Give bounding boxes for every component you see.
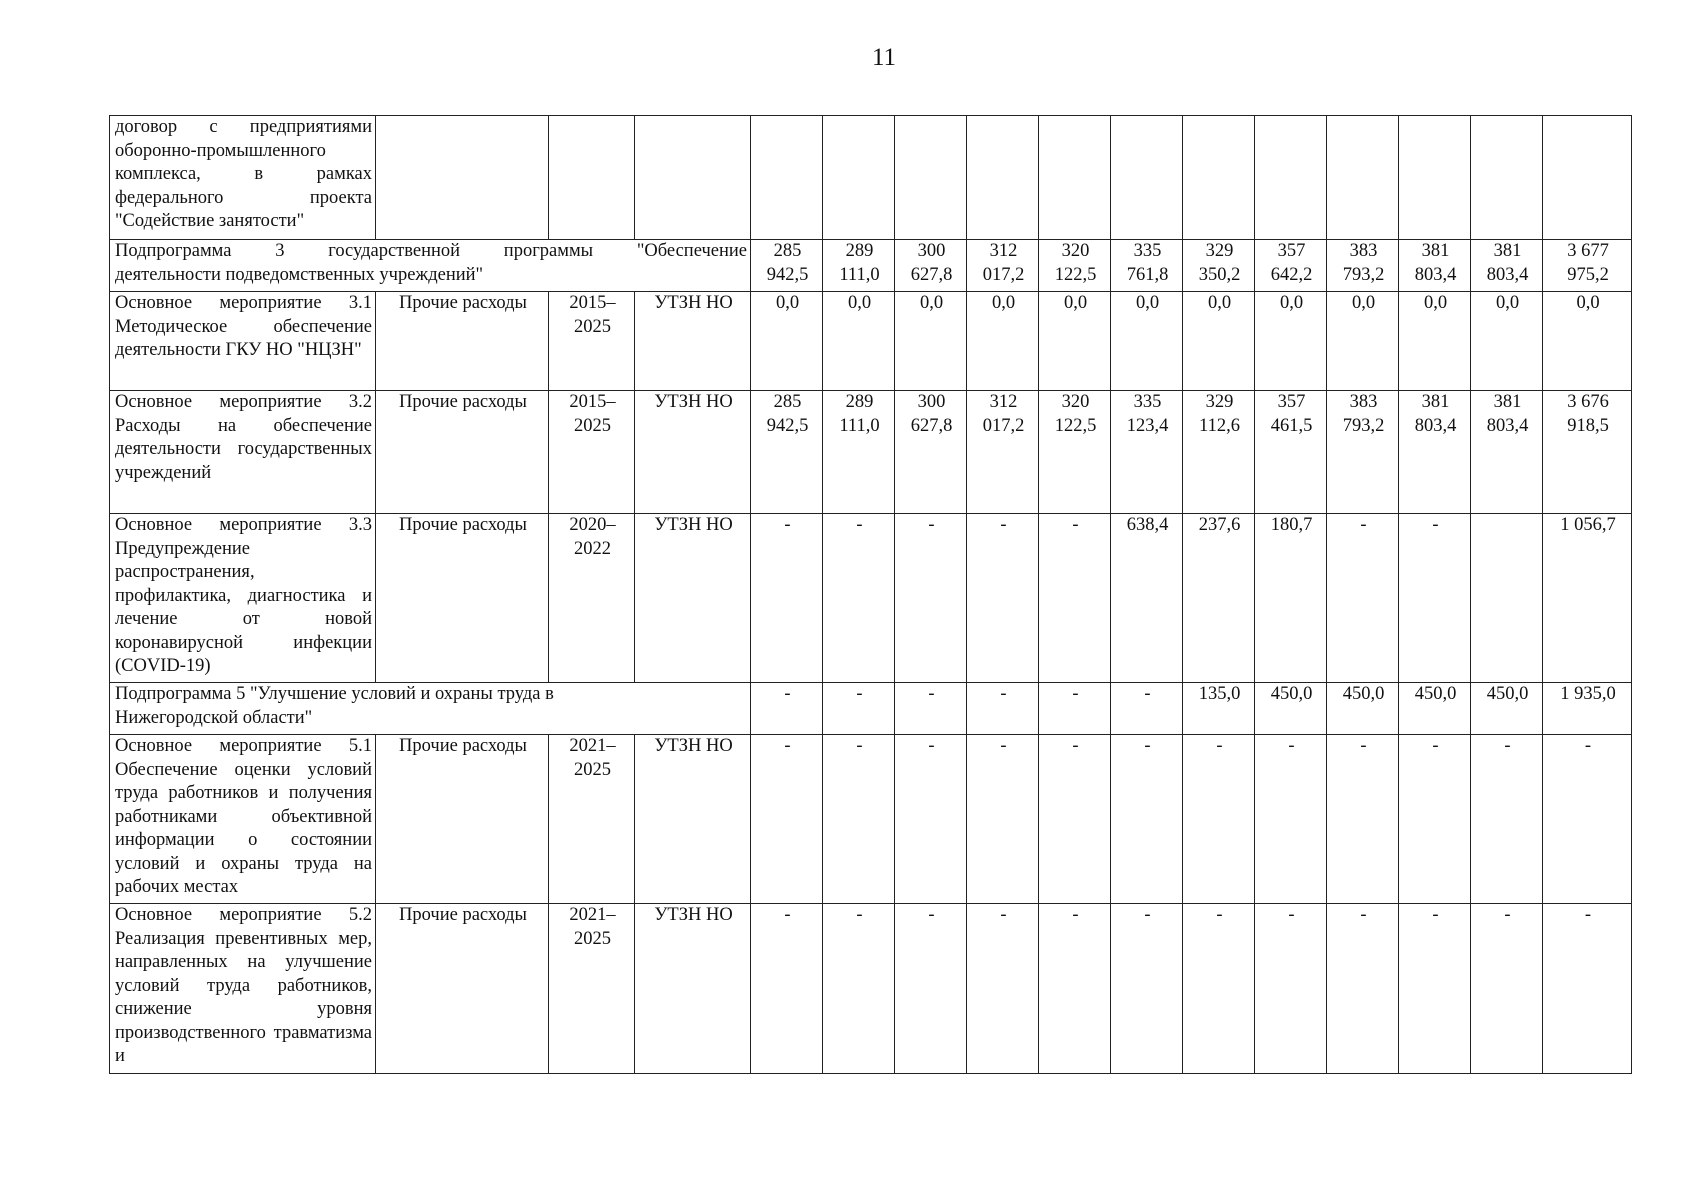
total-cell bbox=[1543, 240, 1632, 292]
year-value-cell bbox=[1399, 904, 1471, 1074]
value-part: - bbox=[856, 684, 863, 704]
year-value-cell bbox=[1255, 683, 1327, 735]
value-part: 793,2 bbox=[1342, 415, 1385, 436]
value-part: 0,0 bbox=[1279, 293, 1304, 313]
value-part: - bbox=[1000, 684, 1007, 704]
value-part: - bbox=[1288, 905, 1295, 925]
expense-type: Прочие расходы bbox=[376, 391, 549, 514]
value-part: 357 bbox=[1277, 241, 1306, 261]
value-part: - bbox=[1072, 684, 1079, 704]
value-part: 383 bbox=[1349, 241, 1378, 261]
value-part: - bbox=[784, 515, 791, 535]
value-part: - bbox=[1072, 736, 1079, 756]
year-value-cell bbox=[1183, 116, 1255, 240]
value-part: 450,0 bbox=[1342, 684, 1385, 704]
year-value-cell bbox=[823, 514, 895, 683]
value-part: - bbox=[1360, 736, 1367, 756]
value-part: 793,2 bbox=[1342, 264, 1385, 285]
year-value-cell bbox=[1399, 514, 1471, 683]
table-row bbox=[110, 735, 1632, 904]
year-value-cell bbox=[1255, 514, 1327, 683]
year-value-cell bbox=[1183, 391, 1255, 514]
year-value-cell bbox=[823, 391, 895, 514]
year-value-cell bbox=[1327, 116, 1399, 240]
table-row bbox=[110, 904, 1632, 1074]
year-value-cell bbox=[1183, 240, 1255, 292]
year-value-cell bbox=[895, 292, 967, 391]
year-value-cell bbox=[1183, 683, 1255, 735]
value-part: 381 bbox=[1421, 241, 1450, 261]
value-part: 289 bbox=[845, 392, 874, 412]
year-value-cell bbox=[1039, 292, 1111, 391]
executor: УТЗН НО bbox=[635, 904, 751, 1074]
year-value-cell bbox=[1255, 240, 1327, 292]
year-value-cell bbox=[967, 240, 1039, 292]
value-part: 312 bbox=[989, 392, 1018, 412]
value-part: - bbox=[1144, 684, 1151, 704]
total-cell bbox=[1543, 904, 1632, 1074]
value-part: 112,6 bbox=[1199, 415, 1240, 436]
value-part: 357 bbox=[1277, 392, 1306, 412]
total-cell bbox=[1543, 391, 1632, 514]
value-part: 335 bbox=[1133, 241, 1162, 261]
subprogram-title bbox=[110, 683, 751, 735]
year-value-cell bbox=[1471, 904, 1543, 1074]
value-part: - bbox=[1584, 905, 1592, 925]
value-part: - bbox=[1288, 736, 1295, 756]
year-value-cell bbox=[1399, 292, 1471, 391]
year-value-cell bbox=[1471, 116, 1543, 240]
expense-type: Прочие расходы bbox=[376, 904, 549, 1074]
total-cell bbox=[1543, 683, 1632, 735]
implementation-period: 2015–2025 bbox=[549, 391, 635, 514]
value-part: - bbox=[1072, 905, 1079, 925]
value-part: 381 bbox=[1493, 392, 1522, 412]
year-value-cell bbox=[1399, 683, 1471, 735]
value-part: 803,4 bbox=[1486, 415, 1529, 436]
activity-description: Основное мероприятие 3.3 Предупреждение распространения, профилактика, диагностика и лечение от новой коронавирусной инфекции (COVID-19) bbox=[110, 514, 376, 683]
year-value-cell bbox=[823, 683, 895, 735]
executor: УТЗН НО bbox=[635, 292, 751, 391]
value-part: 1 056,7 bbox=[1560, 515, 1616, 535]
subprogram-title-line: Подпрограмма 3 государственной программы "Обеспечение bbox=[115, 241, 747, 261]
table-row bbox=[110, 292, 1632, 391]
value-part: - bbox=[1504, 736, 1511, 756]
year-value-cell bbox=[1327, 391, 1399, 514]
value-part: - bbox=[1504, 905, 1511, 925]
year-value-cell bbox=[1471, 514, 1543, 683]
year-value-cell bbox=[1183, 292, 1255, 391]
year-value-cell bbox=[1255, 904, 1327, 1074]
value-part: 017,2 bbox=[982, 264, 1025, 285]
value-part: - bbox=[928, 736, 935, 756]
value-part: - bbox=[1000, 736, 1007, 756]
year-value-cell bbox=[751, 735, 823, 904]
value-part: 381 bbox=[1421, 392, 1450, 412]
subprogram-title-line: Нижегородской области" bbox=[115, 707, 313, 728]
budget-table bbox=[109, 115, 1632, 1074]
year-value-cell bbox=[1111, 683, 1183, 735]
year-value-cell bbox=[751, 904, 823, 1074]
executor bbox=[635, 116, 751, 240]
activity-description: Основное мероприятие 5.1 Обеспечение оценки условий труда работников и получения работниками объективной информации о состоянии условий и охраны труда на рабочих местах bbox=[110, 735, 376, 904]
value-part: 122,5 bbox=[1054, 264, 1097, 285]
value-part: 111,0 bbox=[839, 415, 880, 436]
activity-description: Основное мероприятие 5.2 Реализация превентивных мер, направленных на улучшение условий труда работников, снижение уровня производственного травматизма и bbox=[110, 904, 376, 1074]
year-value-cell bbox=[895, 904, 967, 1074]
implementation-period: 2021–2025 bbox=[549, 904, 635, 1074]
executor: УТЗН НО bbox=[635, 391, 751, 514]
year-value-cell bbox=[895, 391, 967, 514]
year-value-cell bbox=[1255, 735, 1327, 904]
year-value-cell bbox=[1039, 116, 1111, 240]
value-part: - bbox=[1000, 515, 1007, 535]
value-part: - bbox=[928, 515, 935, 535]
value-part: 0,0 bbox=[775, 293, 800, 313]
value-part: - bbox=[1360, 905, 1367, 925]
value-part: 383 bbox=[1349, 392, 1378, 412]
year-value-cell bbox=[895, 240, 967, 292]
year-value-cell bbox=[895, 683, 967, 735]
executor: УТЗН НО bbox=[635, 514, 751, 683]
subprogram-row bbox=[110, 240, 1632, 292]
year-value-cell bbox=[1111, 391, 1183, 514]
value-part: 0,0 bbox=[847, 293, 872, 313]
expense-type: Прочие расходы bbox=[376, 514, 549, 683]
year-value-cell bbox=[1327, 683, 1399, 735]
year-value-cell bbox=[751, 391, 823, 514]
expense-type: Прочие расходы bbox=[376, 292, 549, 391]
year-value-cell bbox=[967, 116, 1039, 240]
year-value-cell bbox=[1471, 735, 1543, 904]
year-value-cell bbox=[1039, 904, 1111, 1074]
subprogram-row bbox=[110, 683, 1632, 735]
value-part: 329 bbox=[1205, 392, 1234, 412]
subprogram-title-line: деятельности подведомственных учреждений" bbox=[115, 264, 484, 285]
year-value-cell bbox=[823, 904, 895, 1074]
value-part: 111,0 bbox=[839, 264, 880, 285]
value-part: - bbox=[1216, 905, 1223, 925]
value-part: 0,0 bbox=[1207, 293, 1232, 313]
value-part: 0,0 bbox=[1423, 293, 1448, 313]
year-value-cell bbox=[1471, 391, 1543, 514]
year-value-cell bbox=[967, 735, 1039, 904]
value-part: 0,0 bbox=[1351, 293, 1376, 313]
value-part: - bbox=[1432, 905, 1439, 925]
value-part: - bbox=[856, 905, 863, 925]
year-value-cell bbox=[1471, 292, 1543, 391]
value-part: 123,4 bbox=[1126, 415, 1169, 436]
year-value-cell bbox=[823, 735, 895, 904]
subprogram-title bbox=[110, 240, 751, 292]
value-part: - bbox=[1216, 736, 1223, 756]
year-value-cell bbox=[967, 683, 1039, 735]
value-part: 803,4 bbox=[1414, 415, 1457, 436]
year-value-cell bbox=[1327, 292, 1399, 391]
value-part: 350,2 bbox=[1198, 264, 1241, 285]
value-part: - bbox=[856, 515, 863, 535]
year-value-cell bbox=[751, 292, 823, 391]
year-value-cell bbox=[1399, 391, 1471, 514]
year-value-cell bbox=[1255, 292, 1327, 391]
year-value-cell bbox=[895, 116, 967, 240]
year-value-cell bbox=[1327, 514, 1399, 683]
value-part: - bbox=[1360, 515, 1367, 535]
value-part: 289 bbox=[845, 241, 874, 261]
value-part: 312 bbox=[989, 241, 1018, 261]
value-part: 450,0 bbox=[1270, 684, 1313, 704]
value-part: 285 bbox=[773, 241, 802, 261]
year-value-cell bbox=[967, 514, 1039, 683]
year-value-cell bbox=[823, 116, 895, 240]
table-row bbox=[110, 116, 1632, 240]
year-value-cell bbox=[1399, 735, 1471, 904]
activity-description: Основное мероприятие 3.2 Расходы на обеспечение деятельности государственных учреждений bbox=[110, 391, 376, 514]
value-part: 642,2 bbox=[1270, 264, 1313, 285]
year-value-cell bbox=[967, 391, 1039, 514]
year-value-cell bbox=[1111, 904, 1183, 1074]
year-value-cell bbox=[751, 116, 823, 240]
year-value-cell bbox=[1111, 292, 1183, 391]
value-part: - bbox=[1584, 736, 1592, 756]
year-value-cell bbox=[1255, 391, 1327, 514]
value-part: 0,0 bbox=[1576, 293, 1600, 313]
value-part: - bbox=[1432, 736, 1439, 756]
value-part: 285 bbox=[773, 392, 802, 412]
table-row bbox=[110, 391, 1632, 514]
year-value-cell bbox=[895, 735, 967, 904]
value-part: 135,0 bbox=[1198, 684, 1241, 704]
value-part: - bbox=[784, 736, 791, 756]
year-value-cell bbox=[1111, 116, 1183, 240]
value-part: 761,8 bbox=[1126, 264, 1169, 285]
year-value-cell bbox=[1327, 735, 1399, 904]
value-part: - bbox=[784, 684, 791, 704]
value-part: 450,0 bbox=[1414, 684, 1457, 704]
year-value-cell bbox=[1111, 514, 1183, 683]
total-cell bbox=[1543, 514, 1632, 683]
value-part: 450,0 bbox=[1486, 684, 1529, 704]
implementation-period: 2015–2025 bbox=[549, 292, 635, 391]
value-part: - bbox=[1144, 905, 1151, 925]
total-cell bbox=[1543, 292, 1632, 391]
year-value-cell bbox=[1255, 116, 1327, 240]
value-part: 0,0 bbox=[1135, 293, 1160, 313]
year-value-cell bbox=[1471, 240, 1543, 292]
year-value-cell bbox=[1039, 683, 1111, 735]
value-part: 017,2 bbox=[982, 415, 1025, 436]
value-part: 627,8 bbox=[910, 264, 953, 285]
year-value-cell bbox=[823, 292, 895, 391]
value-part: 803,4 bbox=[1486, 264, 1529, 285]
value-part: 918,5 bbox=[1567, 415, 1609, 436]
executor: УТЗН НО bbox=[635, 735, 751, 904]
value-part: - bbox=[1144, 736, 1151, 756]
year-value-cell bbox=[1039, 391, 1111, 514]
year-value-cell bbox=[1327, 904, 1399, 1074]
value-part: 237,6 bbox=[1198, 515, 1241, 535]
value-part: 0,0 bbox=[919, 293, 944, 313]
value-part: 300 bbox=[917, 392, 946, 412]
value-part: 300 bbox=[917, 241, 946, 261]
implementation-period bbox=[549, 116, 635, 240]
value-part: - bbox=[856, 736, 863, 756]
value-part: 627,8 bbox=[910, 415, 953, 436]
year-value-cell bbox=[751, 683, 823, 735]
implementation-period: 2021–2025 bbox=[549, 735, 635, 904]
year-value-cell bbox=[1399, 116, 1471, 240]
value-part: - bbox=[784, 905, 791, 925]
year-value-cell bbox=[1183, 904, 1255, 1074]
value-part: 320 bbox=[1061, 241, 1090, 261]
activity-description: договор с предприятиями оборонно-промышленного комплекса, в рамках федерального проекта "Содействие занятости" bbox=[110, 116, 376, 240]
value-part: 803,4 bbox=[1414, 264, 1457, 285]
value-part: - bbox=[1432, 515, 1439, 535]
value-part: 381 bbox=[1493, 241, 1522, 261]
page-number: 11 bbox=[871, 44, 897, 71]
table-row bbox=[110, 514, 1632, 683]
year-value-cell bbox=[751, 240, 823, 292]
year-value-cell bbox=[967, 904, 1039, 1074]
total-cell bbox=[1543, 116, 1632, 240]
year-value-cell bbox=[823, 240, 895, 292]
expense-type: Прочие расходы bbox=[376, 735, 549, 904]
value-part: - bbox=[928, 684, 935, 704]
value-part: 1 935,0 bbox=[1560, 684, 1616, 704]
year-value-cell bbox=[1183, 514, 1255, 683]
year-value-cell bbox=[1327, 240, 1399, 292]
year-value-cell bbox=[751, 514, 823, 683]
year-value-cell bbox=[1399, 240, 1471, 292]
value-part: 0,0 bbox=[1495, 293, 1520, 313]
value-part: 122,5 bbox=[1054, 415, 1097, 436]
year-value-cell bbox=[1039, 735, 1111, 904]
value-part: 3 676 bbox=[1567, 392, 1609, 412]
year-value-cell bbox=[895, 514, 967, 683]
value-part: 461,5 bbox=[1270, 415, 1313, 436]
value-part: 638,4 bbox=[1126, 515, 1169, 535]
year-value-cell bbox=[1111, 240, 1183, 292]
value-part: 180,7 bbox=[1270, 515, 1313, 535]
value-part: 942,5 bbox=[766, 264, 809, 285]
year-value-cell bbox=[1111, 735, 1183, 904]
expense-type bbox=[376, 116, 549, 240]
value-part: - bbox=[1000, 905, 1007, 925]
value-part: 3 677 bbox=[1567, 241, 1609, 261]
subprogram-title-line: Подпрограмма 5 "Улучшение условий и охраны труда в bbox=[115, 684, 554, 704]
value-part: 335 bbox=[1133, 392, 1162, 412]
year-value-cell bbox=[1183, 735, 1255, 904]
value-part: 0,0 bbox=[1063, 293, 1088, 313]
total-cell bbox=[1543, 735, 1632, 904]
year-value-cell bbox=[1471, 683, 1543, 735]
value-part: 320 bbox=[1061, 392, 1090, 412]
value-part: - bbox=[928, 905, 935, 925]
year-value-cell bbox=[1039, 514, 1111, 683]
year-value-cell bbox=[967, 292, 1039, 391]
activity-description: Основное мероприятие 3.1 Методическое обеспечение деятельности ГКУ НО "НЦЗН" bbox=[110, 292, 376, 391]
value-part: 942,5 bbox=[766, 415, 809, 436]
implementation-period: 2020–2022 bbox=[549, 514, 635, 683]
value-part: 975,2 bbox=[1567, 264, 1609, 285]
value-part: 329 bbox=[1205, 241, 1234, 261]
year-value-cell bbox=[1039, 240, 1111, 292]
value-part: 0,0 bbox=[991, 293, 1016, 313]
value-part: - bbox=[1072, 515, 1079, 535]
